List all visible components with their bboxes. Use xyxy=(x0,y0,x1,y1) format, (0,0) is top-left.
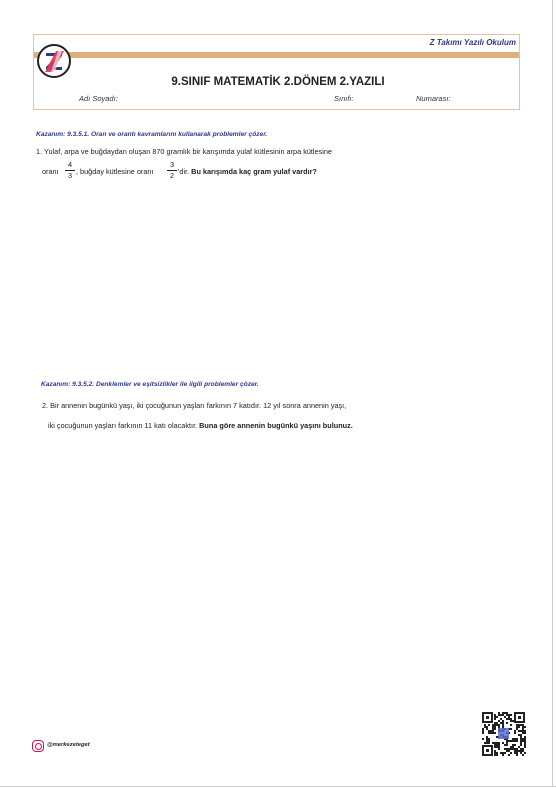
qr-module xyxy=(488,724,490,726)
qr-module xyxy=(492,726,494,728)
qr-module xyxy=(482,728,484,730)
qr-module xyxy=(494,722,496,724)
qr-module xyxy=(524,736,526,738)
number-field-label: Numarası: xyxy=(416,94,451,103)
question-2-text-2: iki çocuğunun yaşları farkının 11 katı olacaktır. xyxy=(48,421,198,430)
question-1-number: 1. xyxy=(36,147,43,156)
qr-module xyxy=(520,742,522,744)
kazanim-1: Kazanım: 9.3.5.1. Oran ve orantı kavramlarını kullanarak problemler çözer. xyxy=(36,131,268,138)
exam-title: 9.SINIF MATEMATİK 2.DÖNEM 2.YAZILI xyxy=(171,76,385,88)
qr-module xyxy=(498,712,500,714)
qr-module xyxy=(500,722,502,724)
qr-module xyxy=(494,752,496,754)
qr-module xyxy=(492,730,494,732)
qr-module xyxy=(516,738,518,740)
qr-module xyxy=(516,750,518,752)
qr-module xyxy=(520,734,522,736)
qr-module xyxy=(508,750,510,752)
qr-module xyxy=(512,740,514,742)
qr-module xyxy=(506,714,508,716)
page-edge-right xyxy=(552,0,553,786)
qr-module xyxy=(504,752,506,754)
qr-module xyxy=(488,732,490,734)
qr-module xyxy=(516,754,518,756)
qr-module xyxy=(500,752,502,754)
qr-module xyxy=(524,742,526,744)
qr-module xyxy=(522,754,524,756)
qr-module xyxy=(522,726,524,728)
qr-module xyxy=(520,724,522,726)
fraction-numerator: 4 xyxy=(67,160,73,169)
qr-module xyxy=(510,724,512,726)
question-1-text-2a: oranı xyxy=(42,167,59,176)
qr-module xyxy=(520,730,522,732)
qr-module xyxy=(500,714,502,716)
page-edge-bottom xyxy=(0,786,556,787)
qr-module xyxy=(498,748,500,750)
question-2-line-1 xyxy=(42,401,346,410)
qr-module xyxy=(510,748,512,750)
qr-module xyxy=(496,736,498,738)
fraction-numerator: 3 xyxy=(169,160,175,169)
qr-module xyxy=(514,740,516,742)
instagram-icon xyxy=(32,740,44,752)
qr-module xyxy=(500,718,502,720)
qr-module xyxy=(514,748,516,750)
qr-module xyxy=(510,746,512,748)
qr-module xyxy=(494,742,496,744)
qr-module xyxy=(524,744,526,746)
qr-module xyxy=(490,732,492,734)
qr-module xyxy=(512,746,514,748)
qr-module xyxy=(520,750,522,752)
qr-module xyxy=(506,722,508,724)
qr-module xyxy=(508,716,510,718)
qr-module xyxy=(506,748,508,750)
question-1-text-2b: , buğday kütlesine oranı xyxy=(76,167,154,176)
qr-module xyxy=(522,732,524,734)
qr-module xyxy=(518,750,520,752)
qr-module xyxy=(496,744,498,746)
qr-module xyxy=(502,724,504,726)
qr-module xyxy=(520,740,522,742)
qr-module xyxy=(520,744,522,746)
qr-module xyxy=(494,718,496,720)
qr-module xyxy=(506,744,508,746)
qr-module xyxy=(498,744,500,746)
qr-module xyxy=(488,730,490,732)
qr-module xyxy=(514,752,516,754)
qr-module xyxy=(496,754,498,756)
qr-module xyxy=(508,714,510,716)
qr-module xyxy=(484,724,486,726)
qr-module xyxy=(486,742,488,744)
qr-module xyxy=(524,726,526,728)
qr-module xyxy=(486,738,488,740)
qr-module xyxy=(506,718,508,720)
qr-module xyxy=(514,738,516,740)
qr-module xyxy=(508,740,510,742)
qr-module xyxy=(524,738,526,740)
qr-module xyxy=(508,754,510,756)
qr-module xyxy=(494,732,496,734)
name-field-label: Adı Soyadı: xyxy=(79,94,118,103)
qr-module xyxy=(520,748,522,750)
qr-module xyxy=(502,722,504,724)
qr-module xyxy=(514,750,516,752)
qr-module xyxy=(518,734,520,736)
qr-module xyxy=(522,750,524,752)
question-1-text-1: Yulaf, arpa ve buğdaydan oluşan 870 gramlık bir karışımda yulaf kütlesinin arpa kütlesine xyxy=(44,147,332,156)
qr-module xyxy=(482,732,484,734)
qr-module xyxy=(524,752,526,754)
qr-module xyxy=(498,724,500,726)
qr-module xyxy=(510,714,512,716)
qr-module xyxy=(520,738,522,740)
qr-module xyxy=(482,730,484,732)
qr-module xyxy=(510,740,512,742)
qr-module xyxy=(494,746,496,748)
qr-module xyxy=(510,728,512,730)
qr-module xyxy=(496,716,498,718)
fraction-denominator: 2 xyxy=(169,171,175,180)
qr-module xyxy=(494,716,496,718)
fraction-denominator: 3 xyxy=(67,171,73,180)
qr-module xyxy=(514,732,516,734)
kazanim-2: Kazanım: 9.3.5.2. Denklemler ve eşitsizlikler ile ilgili problemler çözer. xyxy=(41,381,259,388)
qr-module xyxy=(494,726,496,728)
qr-module xyxy=(488,742,490,744)
brand-text: Z Takımı Yazılı Okulum xyxy=(429,38,516,47)
qr-module xyxy=(492,732,494,734)
qr-module xyxy=(522,730,524,732)
qr-module xyxy=(502,754,504,756)
qr-module xyxy=(516,748,518,750)
qr-module xyxy=(516,724,518,726)
qr-module xyxy=(522,740,524,742)
qr-module xyxy=(498,714,500,716)
qr-module xyxy=(524,730,526,732)
qr-module xyxy=(508,718,510,720)
qr-module xyxy=(494,724,496,726)
qr-module xyxy=(502,726,504,728)
qr-module xyxy=(510,752,512,754)
qr-module xyxy=(504,712,506,714)
qr-module xyxy=(510,718,512,720)
qr-module xyxy=(496,752,498,754)
qr-module xyxy=(486,740,488,742)
qr-module xyxy=(482,738,484,740)
qr-module xyxy=(524,740,526,742)
qr-module xyxy=(502,714,504,716)
qr-module xyxy=(496,742,498,744)
question-1-text-dir: 'dir. xyxy=(178,167,190,176)
qr-module xyxy=(502,712,504,714)
qr-module xyxy=(486,726,488,728)
qr-module xyxy=(494,744,496,746)
qr-module xyxy=(484,726,486,728)
qr-module xyxy=(512,748,514,750)
header-accent-bar xyxy=(34,52,519,58)
qr-module xyxy=(492,724,494,726)
qr-module xyxy=(506,712,508,714)
qr-module xyxy=(490,730,492,732)
qr-module xyxy=(508,748,510,750)
qr-module xyxy=(516,728,518,730)
qr-module xyxy=(486,736,488,738)
qr-module xyxy=(498,746,500,748)
qr-module xyxy=(504,744,506,746)
fraction-4-3 xyxy=(65,161,75,180)
qr-module xyxy=(484,742,486,744)
qr-module xyxy=(498,742,500,744)
question-2-text-1: Bir annenin bugünkü yaşı, iki çocuğunun yaşları farkının 7 katıdır. 12 yıl sonra annenin yaşı, xyxy=(50,401,347,410)
question-1-text-2c xyxy=(178,167,317,176)
qr-module xyxy=(506,742,508,744)
qr-module xyxy=(496,746,498,748)
qr-module xyxy=(506,750,508,752)
qr-module xyxy=(522,748,524,750)
qr-module xyxy=(516,726,518,728)
qr-module xyxy=(514,744,516,746)
qr-module xyxy=(522,728,524,730)
qr-module xyxy=(504,748,506,750)
qr-module xyxy=(502,720,504,722)
qr-module xyxy=(518,746,520,748)
qr-module xyxy=(492,742,494,744)
qr-module xyxy=(520,752,522,754)
instagram-handle: @merkezeteget xyxy=(47,742,90,748)
qr-module xyxy=(518,724,520,726)
qr-module xyxy=(488,738,490,740)
question-2-line-2 xyxy=(48,421,353,430)
qr-module xyxy=(524,746,526,748)
qr-module xyxy=(506,740,508,742)
qr-module xyxy=(496,724,498,726)
qr-module xyxy=(510,720,512,722)
qr-module xyxy=(488,740,490,742)
question-2-number: 2. xyxy=(42,401,49,410)
question-2-prompt: Buna göre annenin bugünkü yaşını bulunuz. xyxy=(199,421,353,430)
qr-module xyxy=(522,738,524,740)
fraction-3-2 xyxy=(167,161,177,180)
qr-module xyxy=(520,736,522,738)
qr-module xyxy=(494,750,496,752)
qr-module xyxy=(504,716,506,718)
qr-module xyxy=(496,722,498,724)
qr-module xyxy=(512,720,514,722)
qr-module xyxy=(518,730,520,732)
qr-module xyxy=(498,726,500,728)
qr-module xyxy=(512,744,514,746)
qr-module xyxy=(494,754,496,756)
qr-module xyxy=(486,728,488,730)
qr-module xyxy=(516,752,518,754)
question-1-prompt: Bu karışımda kaç gram yulaf vardır? xyxy=(191,167,317,176)
qr-module xyxy=(502,752,504,754)
qr-module xyxy=(522,724,524,726)
qr-code[interactable] xyxy=(481,711,526,757)
qr-module xyxy=(494,714,496,716)
qr-module xyxy=(518,726,520,728)
qr-module xyxy=(516,740,518,742)
z-logo-icon xyxy=(37,44,71,78)
qr-module xyxy=(502,742,504,744)
qr-module xyxy=(492,728,494,730)
qr-module xyxy=(498,720,500,722)
qr-module xyxy=(514,730,516,732)
qr-module xyxy=(494,728,496,730)
qr-module xyxy=(512,738,514,740)
class-field-label: Sınıfı: xyxy=(334,94,354,103)
question-1-line-1 xyxy=(36,147,332,156)
qr-module xyxy=(524,732,526,734)
